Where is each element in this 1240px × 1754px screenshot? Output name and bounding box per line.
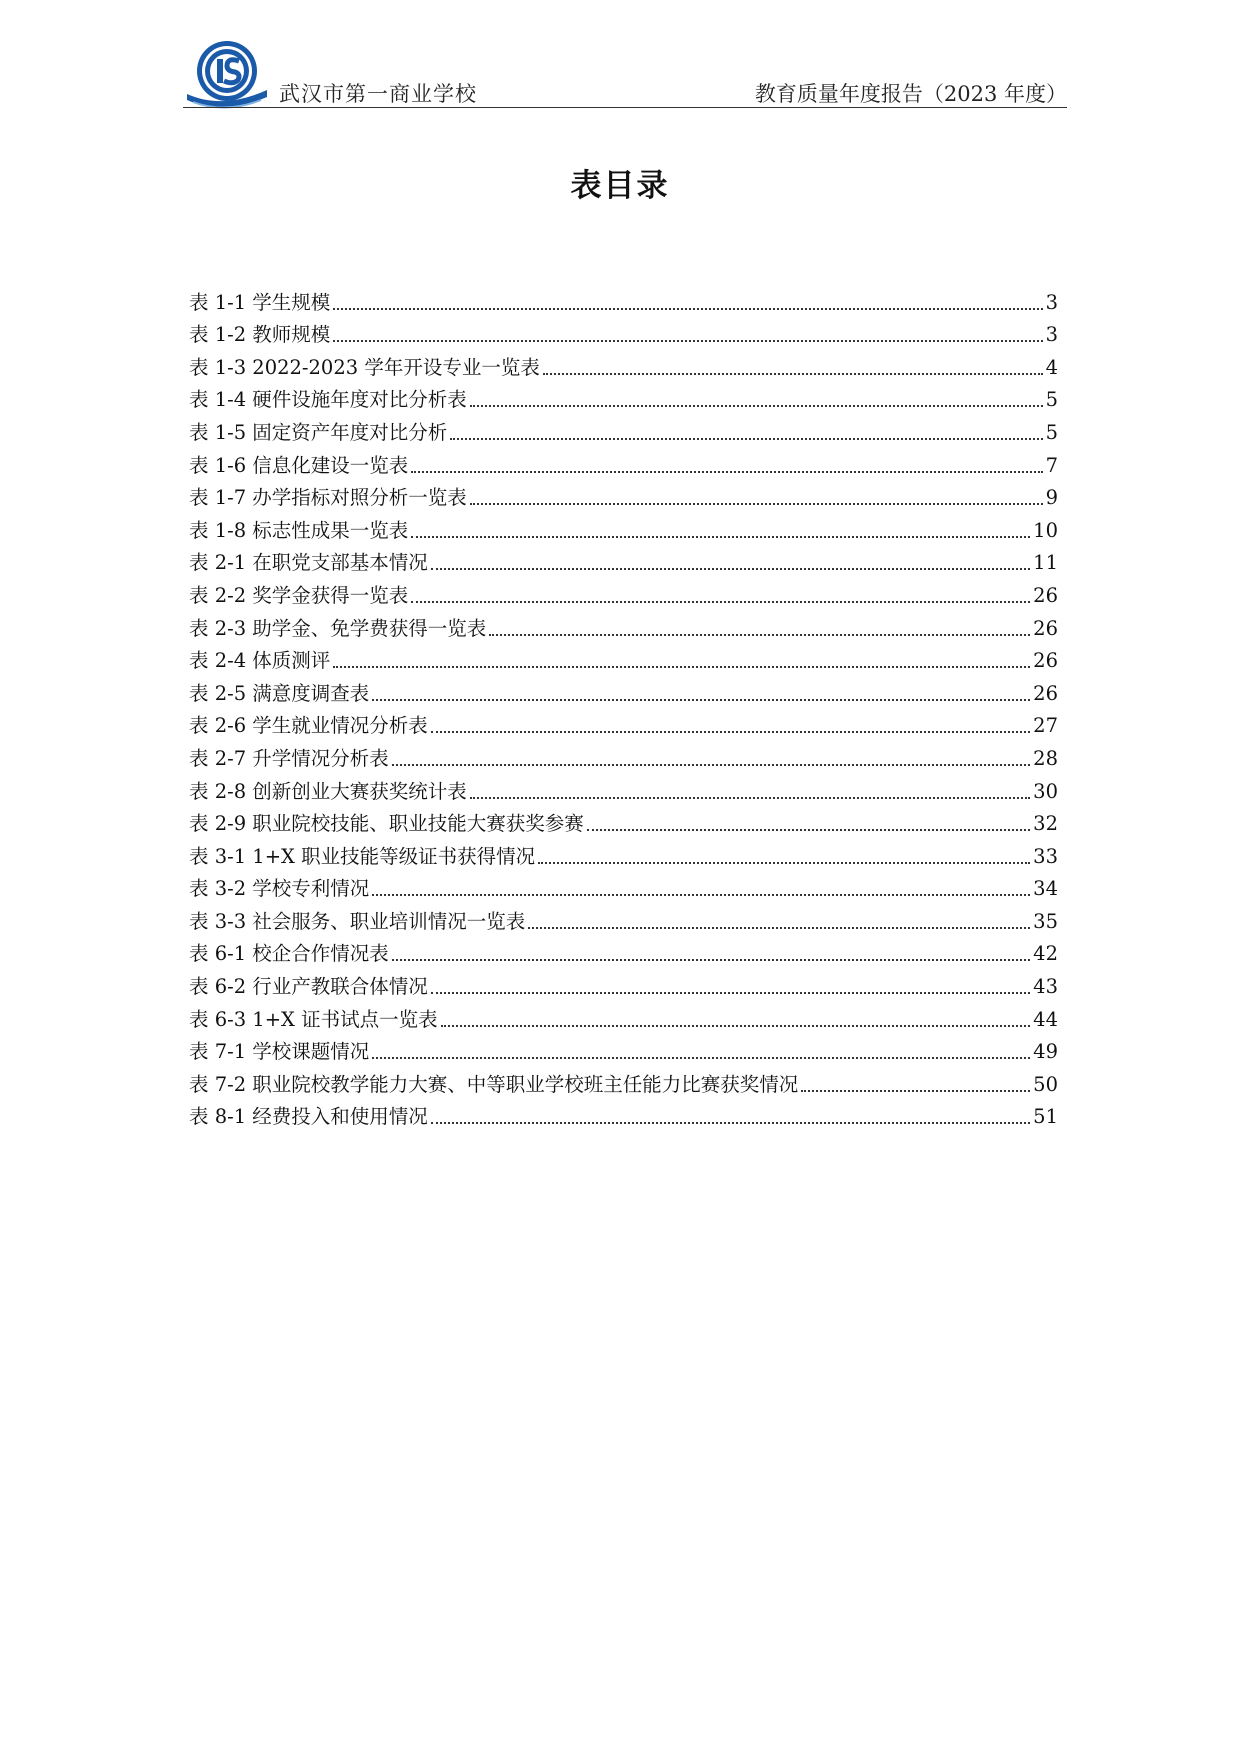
toc-entry-label[interactable]: 表 2-5 满意度调查表 [189,681,370,705]
toc-dot-leader [431,731,1030,733]
toc-dot-leader [333,340,1042,342]
toc-entry-label[interactable]: 表 6-2 行业产教联合体情况 [189,975,428,999]
toc-entry-page[interactable]: 50 [1033,1072,1058,1096]
toc-dot-leader [431,568,1030,570]
toc-entry[interactable] [189,479,1058,512]
toc-entry[interactable] [189,1033,1058,1066]
toc-entry-label[interactable]: 表 1-1 学生规模 [189,290,331,314]
toc-entry-label[interactable]: 表 1-3 2022-2023 学年开设专业一览表 [189,355,540,379]
toc-entry-label[interactable]: 表 1-5 固定资产年度对比分析 [189,420,448,444]
toc-entry-page[interactable]: 9 [1045,486,1058,510]
toc-entry[interactable] [189,642,1058,675]
toc-dot-leader [333,308,1042,310]
toc-entry-page[interactable]: 51 [1033,1105,1058,1129]
toc-entry-page[interactable]: 10 [1033,518,1058,542]
toc-dot-leader [392,764,1030,766]
toc-entry-page[interactable]: 4 [1045,355,1058,379]
toc-dot-leader [333,666,1030,668]
toc-entry[interactable] [189,902,1058,935]
toc-entry-page[interactable]: 28 [1033,746,1058,770]
toc-entry-page[interactable]: 30 [1033,779,1058,803]
toc-entry-page[interactable]: 26 [1033,583,1058,607]
toc-entry-label[interactable]: 表 6-1 校企合作情况表 [189,942,389,966]
school-logo [183,40,269,110]
toc-entry-label[interactable]: 表 1-6 信息化建设一览表 [189,453,409,477]
toc-entry[interactable] [189,283,1058,316]
toc-dot-leader [801,1090,1030,1092]
toc-entry-page[interactable]: 7 [1045,453,1058,477]
toc-entry-page[interactable]: 42 [1033,942,1058,966]
toc-entry-page[interactable]: 3 [1045,323,1058,347]
toc-dot-leader [411,601,1030,603]
toc-dot-leader [441,1025,1031,1027]
toc-entry-page[interactable]: 11 [1033,551,1058,575]
table-of-contents [189,283,1058,1130]
toc-entry-label[interactable]: 表 2-9 职业院校技能、职业技能大赛获奖参赛 [189,812,584,836]
toc-entry[interactable] [189,576,1058,609]
toc-dot-leader [470,503,1043,505]
toc-entry[interactable] [189,348,1058,381]
toc-entry[interactable] [189,707,1058,740]
header-rule [183,107,1067,108]
toc-dot-leader [372,699,1030,701]
page-title: 表目录 [570,168,670,204]
toc-entry[interactable] [189,544,1058,577]
toc-entry[interactable] [189,674,1058,707]
toc-entry-label[interactable]: 表 6-3 1+X 证书试点一览表 [189,1007,438,1031]
toc-entry[interactable] [189,446,1058,479]
toc-dot-leader [411,536,1030,538]
toc-entry-page[interactable]: 26 [1033,616,1058,640]
school-name: 武汉市第一商业学校 [279,82,477,106]
toc-dot-leader [470,405,1043,407]
toc-entry-label[interactable]: 表 2-7 升学情况分析表 [189,746,389,770]
toc-entry-label[interactable]: 表 2-3 助学金、免学费获得一览表 [189,616,487,640]
toc-entry-label[interactable]: 表 1-2 教师规模 [189,323,331,347]
toc-entry[interactable] [189,739,1058,772]
toc-entry-page[interactable]: 32 [1033,812,1058,836]
toc-entry-page[interactable]: 26 [1033,681,1058,705]
toc-dot-leader [538,862,1030,864]
toc-entry[interactable] [189,967,1058,1000]
toc-entry[interactable] [189,935,1058,968]
report-title: 教育质量年度报告（2023 年度） [754,82,1067,106]
toc-dot-leader [470,797,1030,799]
toc-entry-page[interactable]: 33 [1033,844,1058,868]
toc-dot-leader [450,438,1042,440]
toc-dot-leader [543,373,1043,375]
toc-entry-label[interactable]: 表 1-8 标志性成果一览表 [189,518,409,542]
toc-entry-label[interactable]: 表 8-1 经费投入和使用情况 [189,1105,428,1129]
toc-entry[interactable] [189,381,1058,414]
toc-entry[interactable] [189,1065,1058,1098]
toc-entry[interactable] [189,609,1058,642]
toc-entry-page[interactable]: 43 [1033,975,1058,999]
toc-entry-label[interactable]: 表 1-4 硬件设施年度对比分析表 [189,388,467,412]
toc-entry-page[interactable]: 5 [1045,420,1058,444]
toc-dot-leader [489,634,1030,636]
toc-dot-leader [528,927,1030,929]
toc-entry-page[interactable]: 27 [1033,714,1058,738]
toc-entry-page[interactable]: 44 [1033,1007,1058,1031]
toc-dot-leader [431,1122,1030,1124]
toc-entry-page[interactable]: 34 [1033,877,1058,901]
toc-dot-leader [392,959,1030,961]
toc-entry[interactable] [189,870,1058,903]
toc-entry[interactable] [189,1098,1058,1131]
toc-entry[interactable] [189,805,1058,838]
toc-entry[interactable] [189,837,1058,870]
toc-dot-leader [411,471,1042,473]
toc-entry[interactable] [189,413,1058,446]
toc-entry[interactable] [189,772,1058,805]
toc-entry-label[interactable]: 表 7-1 学校课题情况 [189,1040,370,1064]
toc-dot-leader [431,992,1030,994]
toc-entry[interactable] [189,316,1058,349]
toc-dot-leader [372,894,1030,896]
toc-dot-leader [587,829,1030,831]
toc-entry-label[interactable]: 表 3-2 学校专利情况 [189,877,370,901]
toc-entry-label[interactable]: 表 2-4 体质测评 [189,649,331,673]
toc-entry-page[interactable]: 26 [1033,649,1058,673]
toc-dot-leader [372,1057,1030,1059]
toc-entry-label[interactable]: 表 2-1 在职党支部基本情况 [189,551,428,575]
page-header [183,40,1067,108]
toc-entry-label[interactable]: 表 3-1 1+X 职业技能等级证书获得情况 [189,844,536,868]
toc-entry[interactable] [189,511,1058,544]
toc-entry-label[interactable]: 表 2-6 学生就业情况分析表 [189,714,428,738]
toc-entry-page[interactable]: 35 [1033,909,1058,933]
toc-entry-page[interactable]: 5 [1045,388,1058,412]
toc-entry-page[interactable]: 3 [1045,290,1058,314]
toc-entry-page[interactable]: 49 [1033,1040,1058,1064]
toc-entry-label[interactable]: 表 3-3 社会服务、职业培训情况一览表 [189,909,526,933]
toc-entry-label[interactable]: 表 1-7 办学指标对照分析一览表 [189,486,467,510]
toc-entry[interactable] [189,1000,1058,1033]
toc-entry-label[interactable]: 表 2-2 奖学金获得一览表 [189,583,409,607]
toc-entry-label[interactable]: 表 7-2 职业院校教学能力大赛、中等职业学校班主任能力比赛获奖情况 [189,1072,799,1096]
toc-entry-label[interactable]: 表 2-8 创新创业大赛获奖统计表 [189,779,467,803]
